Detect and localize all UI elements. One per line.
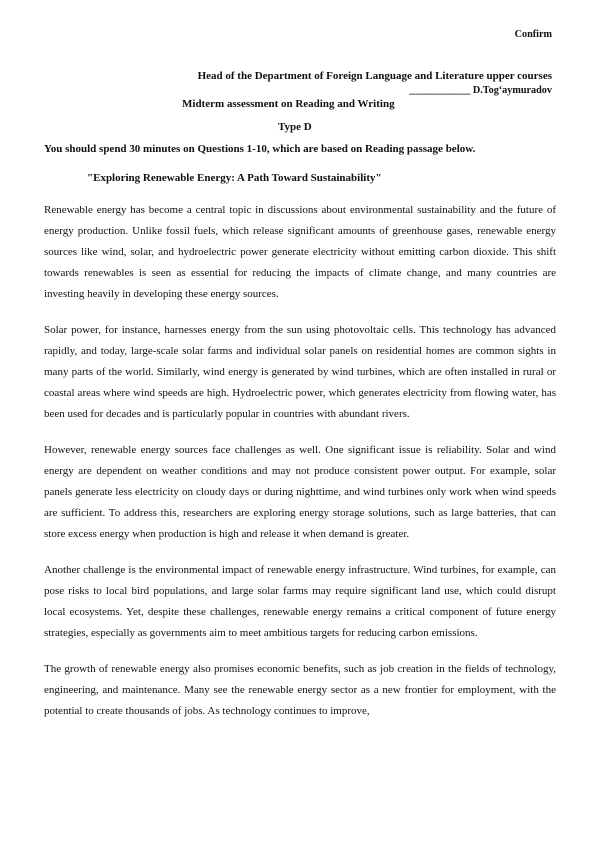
instructions: You should spend 30 minutes on Questions 1-10, which are based on Reading passage below.: [44, 143, 476, 155]
paragraph: However, renewable energy sources face challenges as well. One significant issue is reliability. Solar and wind energy are dependent on weather conditions and may not produce consistent power output. For example, solar panels generate less electricity on cloudy days or during nighttime, and wind turbines only work when wind speeds are sufficient. To address this, researchers are exploring energy storage solutions, such as large batteries, that can store excess energy when production is high and release it when demand is greater.: [44, 444, 556, 540]
paragraph: Solar power, for instance, harnesses energy from the sun using photovoltaic cells. This technology has advanced rapidly, and today, large-scale solar farms and individual solar panels on residential homes are common sights in many parts of the world. Similarly, wind energy is generated by wind turbines, which are often installed in rural or coastal areas where wind speeds are high. Hydroelectric power, which generates electricity from flowing water, has been used for decades and is particularly popular in countries with abundant rivers.: [44, 324, 556, 420]
passage-title: "Exploring Renewable Energy: A Path Toward Sustainability": [87, 172, 382, 184]
passage-body: [44, 200, 556, 737]
paragraph: Renewable energy has become a central topic in discussions about environmental sustainability and the future of energy production. Unlike fossil fuels, which release significant amounts of greenhouse gases, renewable energy sources like wind, solar, and hydroelectric power generate electricity without emitting carbon dioxide. This shift towards renewables is seen as essential for reducing the impacts of climate change, and many countries are investing heavily in developing these energy sources.: [44, 204, 556, 300]
paragraph: Another challenge is the environmental impact of renewable energy infrastructure. Wind turbines, for example, can pose risks to local bird populations, and large solar farms may require significant land use, which could disrupt local ecosystems. Yet, despite these challenges, renewable energy remains a critical component of future energy strategies, especially as governments aim to meet ambitious targets for reducing carbon emissions.: [44, 564, 556, 639]
signature-line: ____________ D.Tog‘aymuradov: [409, 85, 552, 96]
test-type: Type D: [278, 121, 312, 133]
paragraph: The growth of renewable energy also promises economic benefits, such as job creation in the fields of technology, engineering, and maintenance. Many see the renewable energy sector as a new frontier for employment, with the potential to create thousands of jobs. As technology continues to improve,: [44, 663, 556, 717]
assessment-title: Midterm assessment on Reading and Writing: [182, 98, 395, 110]
department-head-line: Head of the Department of Foreign Language and Literature upper courses: [197, 70, 552, 82]
confirm-label: Confirm: [514, 29, 552, 40]
